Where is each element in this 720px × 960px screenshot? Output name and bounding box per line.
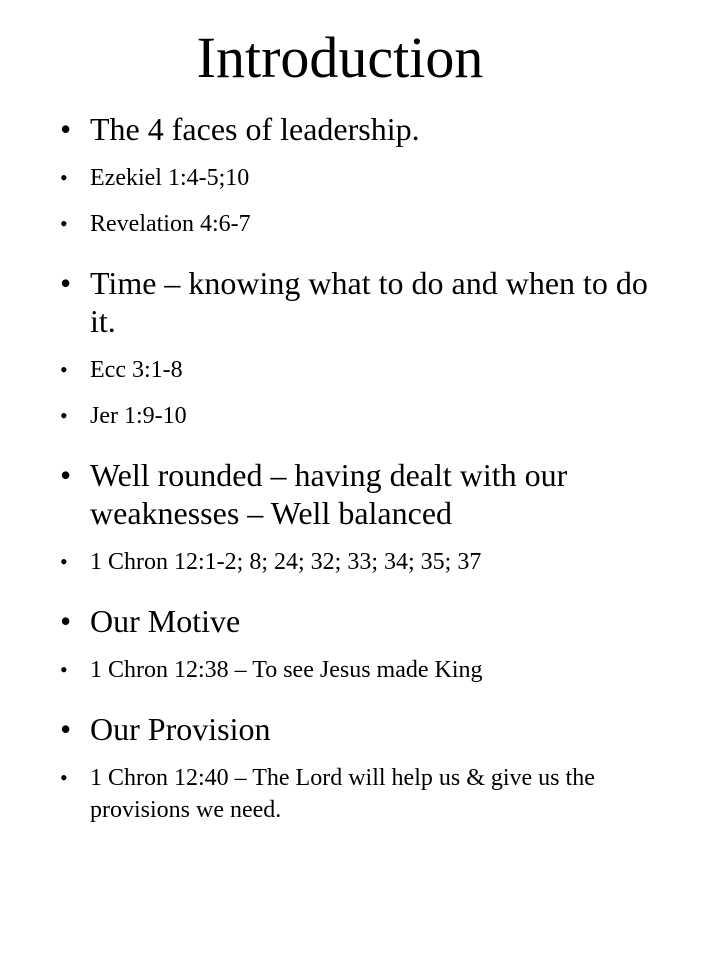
bullet-icon: • [60,403,68,428]
bullet-text: Ecc 3:1-8 [90,357,183,383]
spacer [60,640,670,654]
bullet-icon: • [60,211,68,236]
bullet-icon: • [60,357,68,382]
spacer [60,386,670,400]
bullet-text: 1 Chron 12:1-2; 8; 24; 32; 33; 34; 35; 37 [90,549,482,575]
bullet-main-leadership [60,110,670,148]
bullet-icon: • [60,549,68,574]
spacer [60,578,670,602]
bullet-sub-jer [60,400,670,432]
bullet-text: Our Motive [90,603,241,639]
bullet-icon: • [60,457,72,493]
bullet-icon: • [60,111,72,147]
bullet-main-well-rounded [60,456,670,532]
spacer [60,748,670,762]
bullet-sub-ecc [60,354,670,386]
spacer [60,432,670,456]
bullet-sub-ezekiel [60,162,670,194]
spacer [60,194,670,208]
spacer [60,686,670,710]
spacer [60,240,670,264]
bullet-sub-revelation [60,208,670,240]
bullet-text: Jer 1:9-10 [90,403,187,429]
bullet-text: Time – knowing what to do and when to do it. [90,265,648,339]
bullet-main-motive [60,602,670,640]
spacer [60,532,670,546]
bullet-icon: • [60,265,72,301]
bullet-sub-chron-12-38 [60,654,670,686]
bullet-text: 1 Chron 12:40 – The Lord will help us & give us the provisions we need. [90,765,595,823]
slide-title: Introduction [196,25,484,90]
bullet-sub-chron-12-1 [60,546,670,578]
bullet-text: Our Provision [90,711,271,747]
bullet-main-time [60,264,670,340]
spacer [60,148,670,162]
bullet-main-provision [60,710,670,748]
bullet-icon: • [60,657,68,682]
spacer [60,340,670,354]
bullet-text: Revelation 4:6-7 [90,211,251,237]
bullet-icon: • [60,765,68,790]
bullet-sub-chron-12-40 [60,762,670,826]
bullet-text: The 4 faces of leadership. [90,111,420,147]
bullet-icon: • [60,603,72,639]
bullet-list [60,110,670,826]
bullet-text: Ezekiel 1:4-5;10 [90,165,250,191]
bullet-text: 1 Chron 12:38 – To see Jesus made King [90,657,483,683]
bullet-icon: • [60,711,72,747]
bullet-icon: • [60,165,68,190]
bullet-text: Well rounded – having dealt with our weaknesses – Well balanced [90,457,568,531]
